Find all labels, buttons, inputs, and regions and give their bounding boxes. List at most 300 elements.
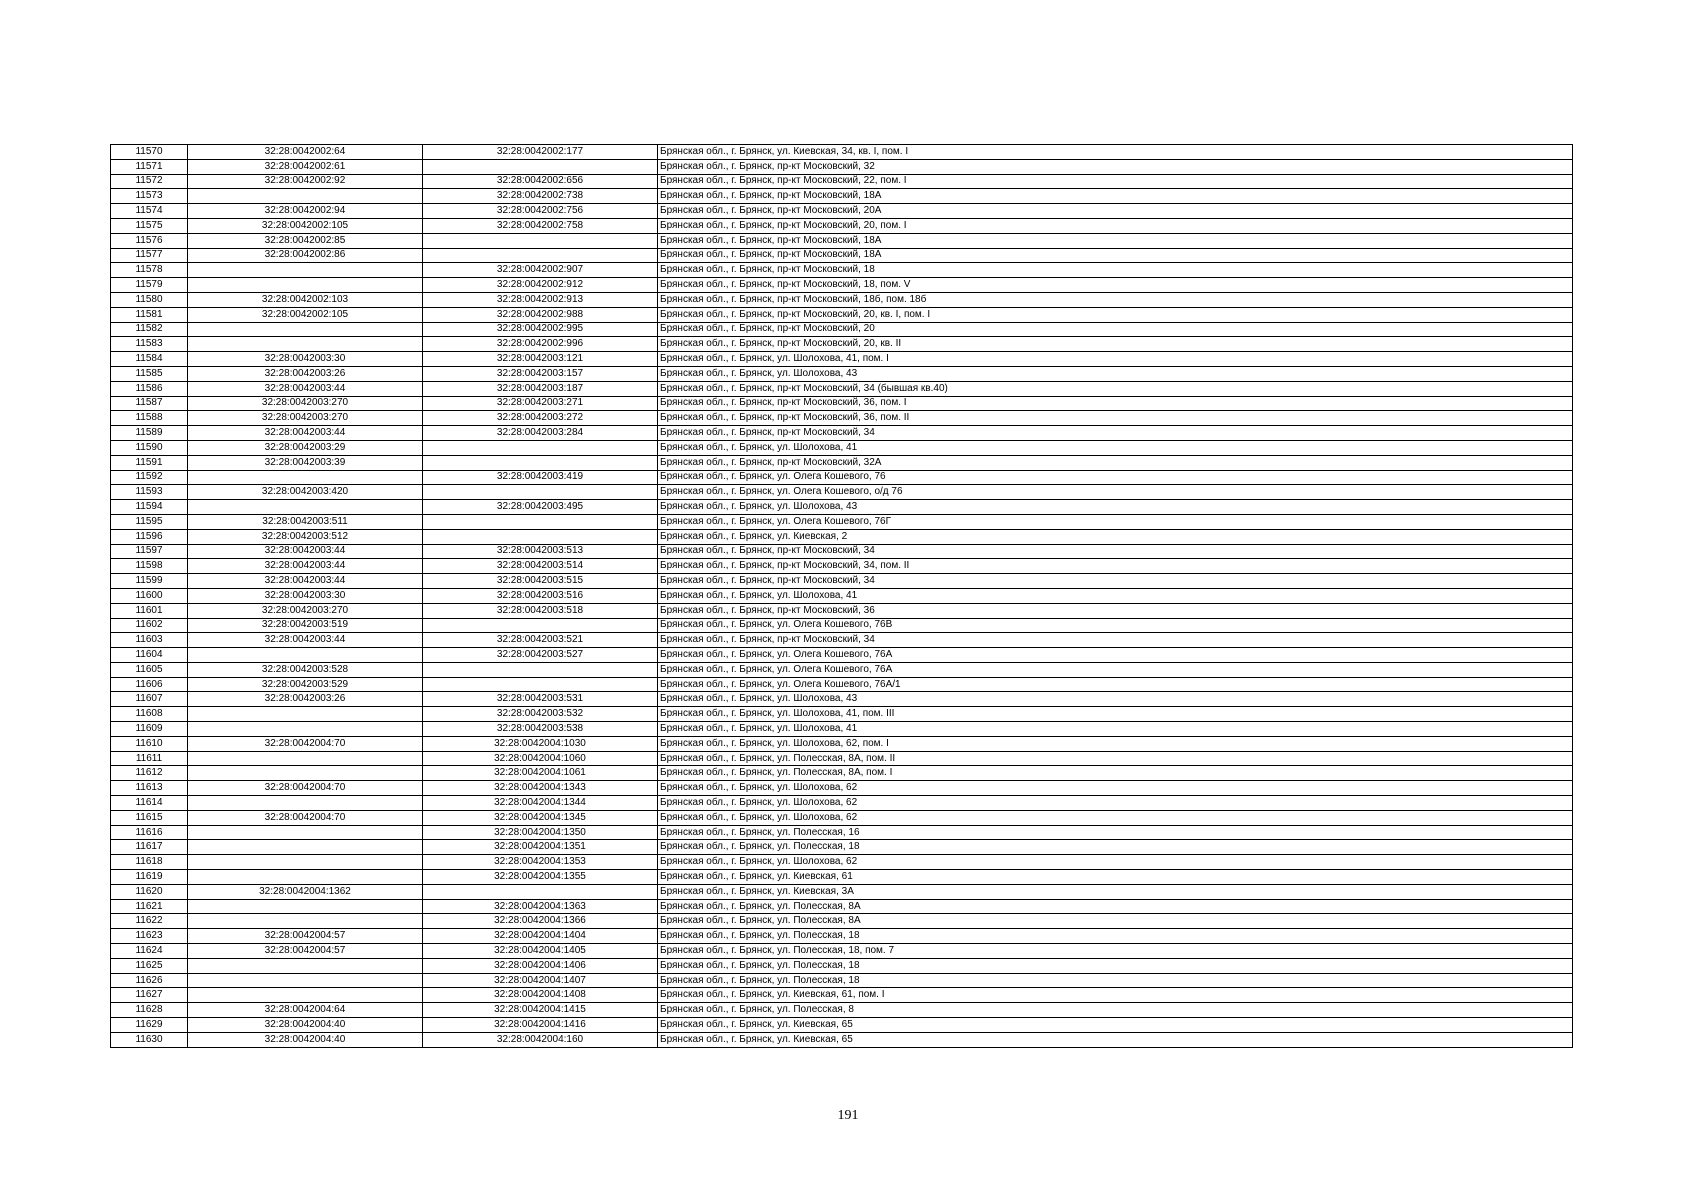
parcel-cadastral-number-cell: 32:28:0042003:44 xyxy=(188,544,423,559)
parcel-cadastral-number-cell: 32:28:0042003:270 xyxy=(188,603,423,618)
table-row xyxy=(111,322,1573,337)
table-row xyxy=(111,766,1573,781)
table-row xyxy=(111,870,1573,885)
table-row xyxy=(111,559,1573,574)
parcel-cadastral-number-cell xyxy=(188,470,423,485)
address-cell: Брянская обл., г. Брянск, пр-кт Московский, 20 xyxy=(658,322,1573,337)
row-number-cell: 11613 xyxy=(111,781,188,796)
row-number-cell: 11600 xyxy=(111,588,188,603)
address-cell: Брянская обл., г. Брянск, ул. Олега Кошевого, 76А xyxy=(658,662,1573,677)
parcel-cadastral-number-cell: 32:28:0042003:529 xyxy=(188,677,423,692)
row-number-cell: 11587 xyxy=(111,396,188,411)
address-cell: Брянская обл., г. Брянск, пр-кт Московский, 34 (бывшая кв.40) xyxy=(658,381,1573,396)
address-cell: Брянская обл., г. Брянск, ул. Киевская, 61 xyxy=(658,870,1573,885)
address-cell: Брянская обл., г. Брянск, ул. Киевская, 65 xyxy=(658,1032,1573,1047)
table-row xyxy=(111,603,1573,618)
parcel-cadastral-number-cell: 32:28:0042003:26 xyxy=(188,366,423,381)
table-row xyxy=(111,544,1573,559)
row-number-cell: 11574 xyxy=(111,204,188,219)
parcel-cadastral-number-cell: 32:28:0042002:94 xyxy=(188,204,423,219)
parcel-cadastral-number-cell xyxy=(188,751,423,766)
parcel-cadastral-number-cell: 32:28:0042003:270 xyxy=(188,411,423,426)
parcel-cadastral-number-cell: 32:28:0042003:39 xyxy=(188,455,423,470)
row-number-cell: 11611 xyxy=(111,751,188,766)
parcel-cadastral-number-cell xyxy=(188,263,423,278)
address-cell: Брянская обл., г. Брянск, ул. Киевская, 34, кв. I, пом. I xyxy=(658,145,1573,160)
table-row xyxy=(111,751,1573,766)
object-cadastral-number-cell xyxy=(423,233,658,248)
parcel-cadastral-number-cell: 32:28:0042003:519 xyxy=(188,618,423,633)
table-row xyxy=(111,204,1573,219)
row-number-cell: 11590 xyxy=(111,440,188,455)
row-number-cell: 11603 xyxy=(111,633,188,648)
row-number-cell: 11616 xyxy=(111,825,188,840)
address-cell: Брянская обл., г. Брянск, ул. Шолохова, 62 xyxy=(658,781,1573,796)
address-cell: Брянская обл., г. Брянск, ул. Полесская, 18 xyxy=(658,958,1573,973)
object-cadastral-number-cell xyxy=(423,440,658,455)
row-number-cell: 11584 xyxy=(111,352,188,367)
row-number-cell: 11627 xyxy=(111,988,188,1003)
parcel-cadastral-number-cell xyxy=(188,840,423,855)
object-cadastral-number-cell: 32:28:0042003:521 xyxy=(423,633,658,648)
row-number-cell: 11582 xyxy=(111,322,188,337)
table-row xyxy=(111,648,1573,663)
table-row xyxy=(111,174,1573,189)
table-row xyxy=(111,1018,1573,1033)
address-cell: Брянская обл., г. Брянск, ул. Олега Кошевого, о/д 76 xyxy=(658,485,1573,500)
parcel-cadastral-number-cell xyxy=(188,337,423,352)
address-cell: Брянская обл., г. Брянск, ул. Полесская, 8А, пом. II xyxy=(658,751,1573,766)
object-cadastral-number-cell: 32:28:0042002:756 xyxy=(423,204,658,219)
table-row xyxy=(111,796,1573,811)
address-cell: Брянская обл., г. Брянск, пр-кт Московский, 22, пом. I xyxy=(658,174,1573,189)
address-cell: Брянская обл., г. Брянск, ул. Полесская, 16 xyxy=(658,825,1573,840)
object-cadastral-number-cell xyxy=(423,248,658,263)
parcel-cadastral-number-cell: 32:28:0042004:40 xyxy=(188,1018,423,1033)
table-row xyxy=(111,929,1573,944)
address-cell: Брянская обл., г. Брянск, ул. Шолохова, 41 xyxy=(658,722,1573,737)
table-row xyxy=(111,588,1573,603)
address-cell: Брянская обл., г. Брянск, ул. Киевская, 2 xyxy=(658,529,1573,544)
parcel-cadastral-number-cell: 32:28:0042002:61 xyxy=(188,159,423,174)
row-number-cell: 11628 xyxy=(111,1003,188,1018)
parcel-cadastral-number-cell: 32:28:0042004:40 xyxy=(188,1032,423,1047)
address-cell: Брянская обл., г. Брянск, ул. Полесская, 18 xyxy=(658,929,1573,944)
parcel-cadastral-number-cell xyxy=(188,796,423,811)
object-cadastral-number-cell xyxy=(423,618,658,633)
row-number-cell: 11620 xyxy=(111,884,188,899)
object-cadastral-number-cell: 32:28:0042004:1407 xyxy=(423,973,658,988)
parcel-cadastral-number-cell: 32:28:0042002:105 xyxy=(188,218,423,233)
object-cadastral-number-cell: 32:28:0042003:271 xyxy=(423,396,658,411)
table-row xyxy=(111,707,1573,722)
parcel-cadastral-number-cell: 32:28:0042003:511 xyxy=(188,514,423,529)
object-cadastral-number-cell xyxy=(423,514,658,529)
table-row xyxy=(111,618,1573,633)
parcel-cadastral-number-cell xyxy=(188,722,423,737)
table-row xyxy=(111,352,1573,367)
parcel-cadastral-number-cell: 32:28:0042002:64 xyxy=(188,145,423,160)
object-cadastral-number-cell: 32:28:0042002:912 xyxy=(423,278,658,293)
row-number-cell: 11624 xyxy=(111,944,188,959)
address-cell: Брянская обл., г. Брянск, ул. Шолохова, 62 xyxy=(658,810,1573,825)
parcel-cadastral-number-cell: 32:28:0042002:105 xyxy=(188,307,423,322)
row-number-cell: 11579 xyxy=(111,278,188,293)
table-row xyxy=(111,677,1573,692)
row-number-cell: 11626 xyxy=(111,973,188,988)
address-cell: Брянская обл., г. Брянск, ул. Полесская, 8А, пом. I xyxy=(658,766,1573,781)
row-number-cell: 11601 xyxy=(111,603,188,618)
parcel-cadastral-number-cell xyxy=(188,500,423,515)
row-number-cell: 11570 xyxy=(111,145,188,160)
object-cadastral-number-cell: 32:28:0042004:1416 xyxy=(423,1018,658,1033)
address-cell: Брянская обл., г. Брянск, ул. Шолохова, 41 xyxy=(658,440,1573,455)
parcel-cadastral-number-cell xyxy=(188,322,423,337)
address-cell: Брянская обл., г. Брянск, ул. Олега Кошевого, 76А xyxy=(658,648,1573,663)
object-cadastral-number-cell: 32:28:0042003:284 xyxy=(423,426,658,441)
row-number-cell: 11583 xyxy=(111,337,188,352)
address-cell: Брянская обл., г. Брянск, пр-кт Московский, 18А xyxy=(658,248,1573,263)
address-cell: Брянская обл., г. Брянск, ул. Полесская, 18 xyxy=(658,973,1573,988)
object-cadastral-number-cell: 32:28:0042004:1061 xyxy=(423,766,658,781)
object-cadastral-number-cell: 32:28:0042003:419 xyxy=(423,470,658,485)
table-row xyxy=(111,1003,1573,1018)
row-number-cell: 11588 xyxy=(111,411,188,426)
parcel-cadastral-number-cell: 32:28:0042004:70 xyxy=(188,781,423,796)
parcel-cadastral-number-cell: 32:28:0042003:270 xyxy=(188,396,423,411)
row-number-cell: 11621 xyxy=(111,899,188,914)
row-number-cell: 11572 xyxy=(111,174,188,189)
address-cell: Брянская обл., г. Брянск, ул. Шолохова, 62 xyxy=(658,855,1573,870)
object-cadastral-number-cell: 32:28:0042004:1351 xyxy=(423,840,658,855)
table-row xyxy=(111,411,1573,426)
table-row xyxy=(111,189,1573,204)
parcel-cadastral-number-cell: 32:28:0042003:528 xyxy=(188,662,423,677)
table-row xyxy=(111,988,1573,1003)
row-number-cell: 11607 xyxy=(111,692,188,707)
table-row xyxy=(111,514,1573,529)
object-cadastral-number-cell: 32:28:0042002:907 xyxy=(423,263,658,278)
parcel-cadastral-number-cell: 32:28:0042004:70 xyxy=(188,810,423,825)
table-row xyxy=(111,973,1573,988)
object-cadastral-number-cell: 32:28:0042003:538 xyxy=(423,722,658,737)
object-cadastral-number-cell: 32:28:0042004:1030 xyxy=(423,736,658,751)
row-number-cell: 11609 xyxy=(111,722,188,737)
object-cadastral-number-cell xyxy=(423,455,658,470)
address-cell: Брянская обл., г. Брянск, пр-кт Московский, 36, пом. II xyxy=(658,411,1573,426)
parcel-cadastral-number-cell xyxy=(188,825,423,840)
object-cadastral-number-cell: 32:28:0042004:160 xyxy=(423,1032,658,1047)
parcel-cadastral-number-cell xyxy=(188,870,423,885)
row-number-cell: 11576 xyxy=(111,233,188,248)
object-cadastral-number-cell: 32:28:0042003:532 xyxy=(423,707,658,722)
table-row xyxy=(111,855,1573,870)
address-cell: Брянская обл., г. Брянск, ул. Олега Кошевого, 76Г xyxy=(658,514,1573,529)
parcel-cadastral-number-cell xyxy=(188,766,423,781)
table-row xyxy=(111,722,1573,737)
table-row xyxy=(111,944,1573,959)
parcel-cadastral-number-cell xyxy=(188,958,423,973)
address-cell: Брянская обл., г. Брянск, ул. Шолохова, 62, пом. I xyxy=(658,736,1573,751)
parcel-cadastral-number-cell: 32:28:0042003:30 xyxy=(188,352,423,367)
table-row xyxy=(111,145,1573,160)
parcel-cadastral-number-cell: 32:28:0042003:44 xyxy=(188,574,423,589)
parcel-cadastral-number-cell: 32:28:0042003:44 xyxy=(188,559,423,574)
parcel-cadastral-number-cell: 32:28:0042002:85 xyxy=(188,233,423,248)
row-number-cell: 11597 xyxy=(111,544,188,559)
parcel-cadastral-number-cell xyxy=(188,189,423,204)
row-number-cell: 11608 xyxy=(111,707,188,722)
object-cadastral-number-cell: 32:28:0042004:1060 xyxy=(423,751,658,766)
row-number-cell: 11598 xyxy=(111,559,188,574)
address-cell: Брянская обл., г. Брянск, ул. Полесская, 8А xyxy=(658,914,1573,929)
object-cadastral-number-cell: 32:28:0042004:1415 xyxy=(423,1003,658,1018)
address-cell: Брянская обл., г. Брянск, ул. Шолохова, 62 xyxy=(658,796,1573,811)
parcel-cadastral-number-cell: 32:28:0042002:86 xyxy=(188,248,423,263)
row-number-cell: 11619 xyxy=(111,870,188,885)
row-number-cell: 11593 xyxy=(111,485,188,500)
table-row xyxy=(111,810,1573,825)
address-cell: Брянская обл., г. Брянск, ул. Шолохова, 43 xyxy=(658,500,1573,515)
address-cell: Брянская обл., г. Брянск, ул. Шолохова, 43 xyxy=(658,692,1573,707)
table-row xyxy=(111,958,1573,973)
row-number-cell: 11625 xyxy=(111,958,188,973)
parcel-cadastral-number-cell: 32:28:0042002:92 xyxy=(188,174,423,189)
address-cell: Брянская обл., г. Брянск, ул. Киевская, 65 xyxy=(658,1018,1573,1033)
object-cadastral-number-cell: 32:28:0042002:758 xyxy=(423,218,658,233)
object-cadastral-number-cell: 32:28:0042003:272 xyxy=(423,411,658,426)
table-row xyxy=(111,574,1573,589)
row-number-cell: 11580 xyxy=(111,292,188,307)
parcel-cadastral-number-cell xyxy=(188,899,423,914)
address-cell: Брянская обл., г. Брянск, пр-кт Московский, 34 xyxy=(658,544,1573,559)
object-cadastral-number-cell: 32:28:0042003:187 xyxy=(423,381,658,396)
registry-table-container xyxy=(110,144,1572,1048)
registry-table xyxy=(110,144,1573,1048)
address-cell: Брянская обл., г. Брянск, пр-кт Московский, 18А xyxy=(658,189,1573,204)
row-number-cell: 11577 xyxy=(111,248,188,263)
parcel-cadastral-number-cell xyxy=(188,855,423,870)
object-cadastral-number-cell: 32:28:0042003:518 xyxy=(423,603,658,618)
table-row xyxy=(111,292,1573,307)
row-number-cell: 11586 xyxy=(111,381,188,396)
address-cell: Брянская обл., г. Брянск, ул. Шолохова, 43 xyxy=(658,366,1573,381)
table-row xyxy=(111,440,1573,455)
row-number-cell: 11602 xyxy=(111,618,188,633)
row-number-cell: 11575 xyxy=(111,218,188,233)
object-cadastral-number-cell: 32:28:0042004:1363 xyxy=(423,899,658,914)
table-row xyxy=(111,263,1573,278)
table-row xyxy=(111,278,1573,293)
object-cadastral-number-cell: 32:28:0042003:157 xyxy=(423,366,658,381)
table-row xyxy=(111,426,1573,441)
object-cadastral-number-cell xyxy=(423,662,658,677)
row-number-cell: 11617 xyxy=(111,840,188,855)
address-cell: Брянская обл., г. Брянск, ул. Полесская, 18 xyxy=(658,840,1573,855)
parcel-cadastral-number-cell: 32:28:0042004:70 xyxy=(188,736,423,751)
row-number-cell: 11618 xyxy=(111,855,188,870)
object-cadastral-number-cell: 32:28:0042003:527 xyxy=(423,648,658,663)
object-cadastral-number-cell: 32:28:0042002:177 xyxy=(423,145,658,160)
row-number-cell: 11591 xyxy=(111,455,188,470)
object-cadastral-number-cell: 32:28:0042004:1408 xyxy=(423,988,658,1003)
table-row xyxy=(111,500,1573,515)
object-cadastral-number-cell: 32:28:0042003:515 xyxy=(423,574,658,589)
table-row xyxy=(111,840,1573,855)
address-cell: Брянская обл., г. Брянск, пр-кт Московский, 32А xyxy=(658,455,1573,470)
object-cadastral-number-cell: 32:28:0042002:738 xyxy=(423,189,658,204)
table-row xyxy=(111,470,1573,485)
object-cadastral-number-cell: 32:28:0042003:513 xyxy=(423,544,658,559)
row-number-cell: 11630 xyxy=(111,1032,188,1047)
table-row xyxy=(111,381,1573,396)
row-number-cell: 11599 xyxy=(111,574,188,589)
table-row xyxy=(111,248,1573,263)
address-cell: Брянская обл., г. Брянск, пр-кт Московский, 32 xyxy=(658,159,1573,174)
address-cell: Брянская обл., г. Брянск, ул. Шолохова, 41, пом. III xyxy=(658,707,1573,722)
row-number-cell: 11629 xyxy=(111,1018,188,1033)
table-row xyxy=(111,233,1573,248)
object-cadastral-number-cell: 32:28:0042002:995 xyxy=(423,322,658,337)
table-row xyxy=(111,1032,1573,1047)
object-cadastral-number-cell: 32:28:0042004:1344 xyxy=(423,796,658,811)
parcel-cadastral-number-cell: 32:28:0042004:57 xyxy=(188,944,423,959)
row-number-cell: 11604 xyxy=(111,648,188,663)
row-number-cell: 11594 xyxy=(111,500,188,515)
row-number-cell: 11596 xyxy=(111,529,188,544)
row-number-cell: 11589 xyxy=(111,426,188,441)
parcel-cadastral-number-cell: 32:28:0042003:30 xyxy=(188,588,423,603)
parcel-cadastral-number-cell: 32:28:0042003:44 xyxy=(188,381,423,396)
parcel-cadastral-number-cell: 32:28:0042003:420 xyxy=(188,485,423,500)
address-cell: Брянская обл., г. Брянск, пр-кт Московский, 18А xyxy=(658,233,1573,248)
object-cadastral-number-cell: 32:28:0042004:1353 xyxy=(423,855,658,870)
row-number-cell: 11578 xyxy=(111,263,188,278)
parcel-cadastral-number-cell xyxy=(188,707,423,722)
row-number-cell: 11612 xyxy=(111,766,188,781)
parcel-cadastral-number-cell: 32:28:0042003:29 xyxy=(188,440,423,455)
parcel-cadastral-number-cell: 32:28:0042003:26 xyxy=(188,692,423,707)
object-cadastral-number-cell: 32:28:0042004:1404 xyxy=(423,929,658,944)
address-cell: Брянская обл., г. Брянск, пр-кт Московский, 34 xyxy=(658,426,1573,441)
row-number-cell: 11605 xyxy=(111,662,188,677)
row-number-cell: 11614 xyxy=(111,796,188,811)
table-row xyxy=(111,692,1573,707)
table-row xyxy=(111,485,1573,500)
object-cadastral-number-cell: 32:28:0042004:1406 xyxy=(423,958,658,973)
table-row xyxy=(111,396,1573,411)
address-cell: Брянская обл., г. Брянск, пр-кт Московский, 34 xyxy=(658,574,1573,589)
address-cell: Брянская обл., г. Брянск, ул. Полесская, 8А xyxy=(658,899,1573,914)
table-row xyxy=(111,825,1573,840)
address-cell: Брянская обл., г. Брянск, ул. Олега Кошевого, 76 xyxy=(658,470,1573,485)
page-number: 191 xyxy=(837,1108,859,1123)
address-cell: Брянская обл., г. Брянск, пр-кт Московский, 20, кв. II xyxy=(658,337,1573,352)
object-cadastral-number-cell: 32:28:0042002:988 xyxy=(423,307,658,322)
registry-table-body xyxy=(111,145,1573,1048)
address-cell: Брянская обл., г. Брянск, ул. Полесская, 8 xyxy=(658,1003,1573,1018)
object-cadastral-number-cell: 32:28:0042002:656 xyxy=(423,174,658,189)
object-cadastral-number-cell: 32:28:0042004:1366 xyxy=(423,914,658,929)
address-cell: Брянская обл., г. Брянск, ул. Киевская, 61, пом. I xyxy=(658,988,1573,1003)
table-row xyxy=(111,366,1573,381)
object-cadastral-number-cell xyxy=(423,485,658,500)
object-cadastral-number-cell: 32:28:0042003:495 xyxy=(423,500,658,515)
parcel-cadastral-number-cell xyxy=(188,648,423,663)
object-cadastral-number-cell: 32:28:0042002:996 xyxy=(423,337,658,352)
parcel-cadastral-number-cell: 32:28:0042003:44 xyxy=(188,633,423,648)
row-number-cell: 11623 xyxy=(111,929,188,944)
address-cell: Брянская обл., г. Брянск, пр-кт Московский, 34 xyxy=(658,633,1573,648)
address-cell: Брянская обл., г. Брянск, пр-кт Московский, 20, кв. I, пом. I xyxy=(658,307,1573,322)
row-number-cell: 11622 xyxy=(111,914,188,929)
address-cell: Брянская обл., г. Брянск, ул. Олега Кошевого, 76А/1 xyxy=(658,677,1573,692)
object-cadastral-number-cell: 32:28:0042003:514 xyxy=(423,559,658,574)
address-cell: Брянская обл., г. Брянск, пр-кт Московский, 18 xyxy=(658,263,1573,278)
row-number-cell: 11595 xyxy=(111,514,188,529)
parcel-cadastral-number-cell: 32:28:0042003:512 xyxy=(188,529,423,544)
address-cell: Брянская обл., г. Брянск, пр-кт Московский, 20, пом. I xyxy=(658,218,1573,233)
table-row xyxy=(111,781,1573,796)
row-number-cell: 11606 xyxy=(111,677,188,692)
row-number-cell: 11610 xyxy=(111,736,188,751)
parcel-cadastral-number-cell: 32:28:0042004:57 xyxy=(188,929,423,944)
row-number-cell: 11585 xyxy=(111,366,188,381)
address-cell: Брянская обл., г. Брянск, пр-кт Московский, 18б, пом. 18б xyxy=(658,292,1573,307)
row-number-cell: 11573 xyxy=(111,189,188,204)
table-row xyxy=(111,159,1573,174)
row-number-cell: 11571 xyxy=(111,159,188,174)
object-cadastral-number-cell xyxy=(423,884,658,899)
parcel-cadastral-number-cell: 32:28:0042004:64 xyxy=(188,1003,423,1018)
object-cadastral-number-cell: 32:28:0042003:121 xyxy=(423,352,658,367)
object-cadastral-number-cell: 32:28:0042003:531 xyxy=(423,692,658,707)
row-number-cell: 11592 xyxy=(111,470,188,485)
address-cell: Брянская обл., г. Брянск, пр-кт Московский, 34, пом. II xyxy=(658,559,1573,574)
address-cell: Брянская обл., г. Брянск, ул. Полесская, 18, пом. 7 xyxy=(658,944,1573,959)
object-cadastral-number-cell xyxy=(423,677,658,692)
address-cell: Брянская обл., г. Брянск, ул. Киевская, 3А xyxy=(658,884,1573,899)
table-row xyxy=(111,529,1573,544)
address-cell: Брянская обл., г. Брянск, ул. Шолохова, 41, пом. I xyxy=(658,352,1573,367)
parcel-cadastral-number-cell: 32:28:0042002:103 xyxy=(188,292,423,307)
address-cell: Брянская обл., г. Брянск, ул. Олега Кошевого, 76В xyxy=(658,618,1573,633)
object-cadastral-number-cell: 32:28:0042004:1405 xyxy=(423,944,658,959)
object-cadastral-number-cell xyxy=(423,529,658,544)
parcel-cadastral-number-cell xyxy=(188,278,423,293)
object-cadastral-number-cell: 32:28:0042004:1350 xyxy=(423,825,658,840)
object-cadastral-number-cell: 32:28:0042002:913 xyxy=(423,292,658,307)
table-row xyxy=(111,914,1573,929)
row-number-cell: 11581 xyxy=(111,307,188,322)
table-row xyxy=(111,337,1573,352)
address-cell: Брянская обл., г. Брянск, пр-кт Московский, 18, пом. V xyxy=(658,278,1573,293)
table-row xyxy=(111,218,1573,233)
object-cadastral-number-cell: 32:28:0042003:516 xyxy=(423,588,658,603)
address-cell: Брянская обл., г. Брянск, пр-кт Московский, 36 xyxy=(658,603,1573,618)
object-cadastral-number-cell: 32:28:0042004:1345 xyxy=(423,810,658,825)
table-row xyxy=(111,633,1573,648)
table-row xyxy=(111,884,1573,899)
table-row xyxy=(111,662,1573,677)
parcel-cadastral-number-cell xyxy=(188,914,423,929)
parcel-cadastral-number-cell xyxy=(188,973,423,988)
address-cell: Брянская обл., г. Брянск, ул. Шолохова, 41 xyxy=(658,588,1573,603)
object-cadastral-number-cell: 32:28:0042004:1355 xyxy=(423,870,658,885)
table-row xyxy=(111,899,1573,914)
parcel-cadastral-number-cell: 32:28:0042004:1362 xyxy=(188,884,423,899)
parcel-cadastral-number-cell xyxy=(188,988,423,1003)
